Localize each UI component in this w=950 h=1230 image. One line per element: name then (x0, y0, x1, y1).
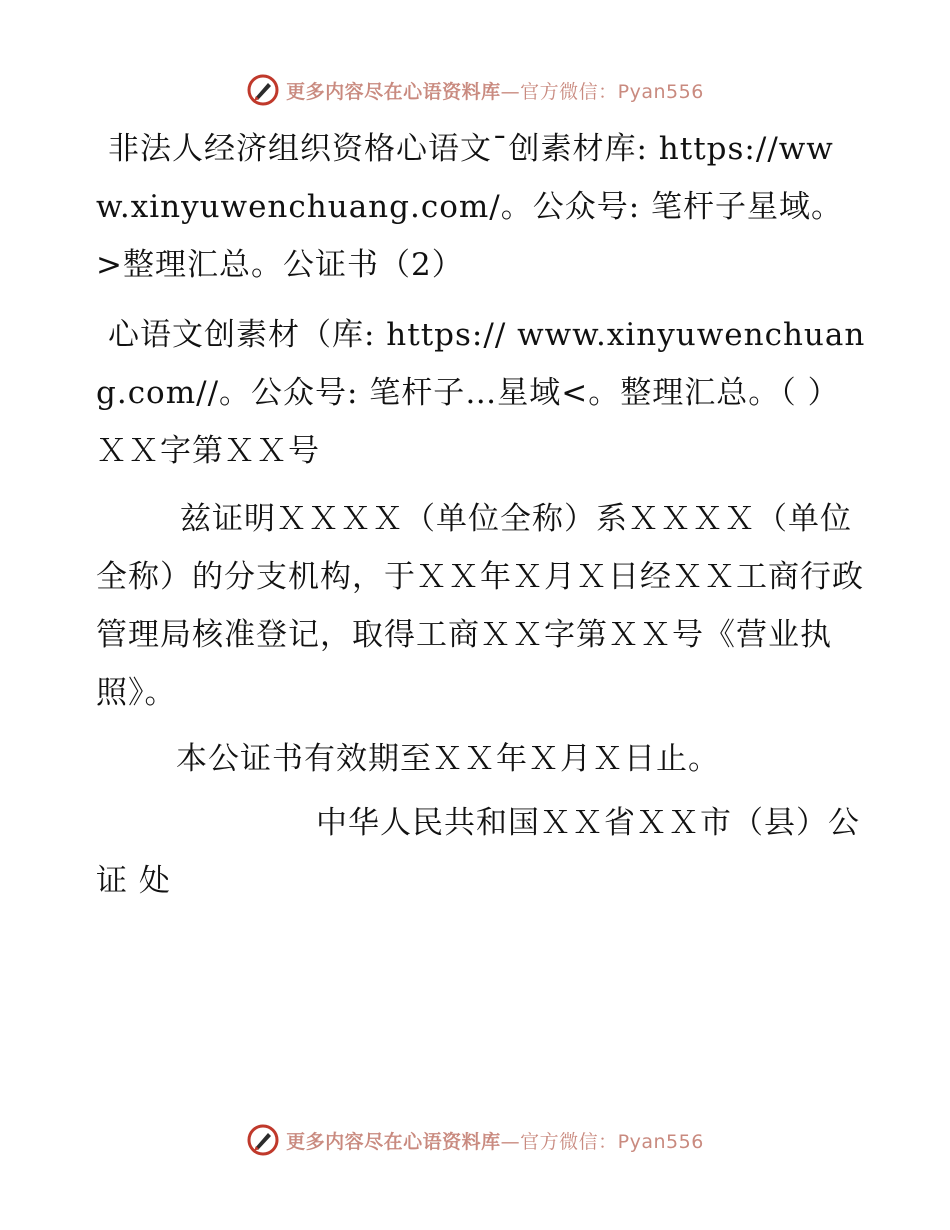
validity-paragraph: 本公证书有效期至ＸＸ年Ｘ月Ｘ日止。 (176, 741, 720, 777)
signature-line: 中华人民共和国ＸＸ省ＸＸ市（县）公证 处 (96, 805, 860, 899)
pen-logo-icon (246, 73, 280, 107)
watermark-main: 更多内容尽在心语资料库 (286, 80, 501, 103)
watermark-tail: 官方微信：Pyan556 (520, 1130, 704, 1153)
certification-paragraph: 兹证明ＸＸＸＸ（单位全称）系ＸＸＸＸ（单位全称）的分支机构，于ＸＸ年Ｘ月Ｘ日经ＸＸ工商行政管理局核准登记，取得工商ＸＸ字第ＸＸ号《营业执照》。 (96, 501, 864, 711)
watermark-text (286, 77, 704, 104)
watermark-tail: 官方微信：Pyan556 (520, 80, 704, 103)
watermark-dash: — (500, 80, 521, 103)
watermark-dash: — (500, 1130, 521, 1153)
header-line-1: 非法人经济组织资格心语文¯创素材库: https://www.xinyuwenchuang.com/。公众号: 笔杆子星域。>整理汇总。公证书（2） (96, 131, 843, 283)
header-watermark (0, 70, 950, 110)
footer-watermark (0, 1120, 950, 1160)
header-line-2: 心语文创素材（库: https:// www.xinyuwenchuang.com//。公众号: 笔杆子…星域<。整理汇总。（ ）ＸＸ字第ＸＸ号 (96, 317, 866, 469)
watermark-main: 更多内容尽在心语资料库 (286, 1130, 501, 1153)
pen-logo-icon (246, 1123, 280, 1157)
watermark-text (286, 1127, 704, 1154)
document-body (96, 120, 866, 910)
